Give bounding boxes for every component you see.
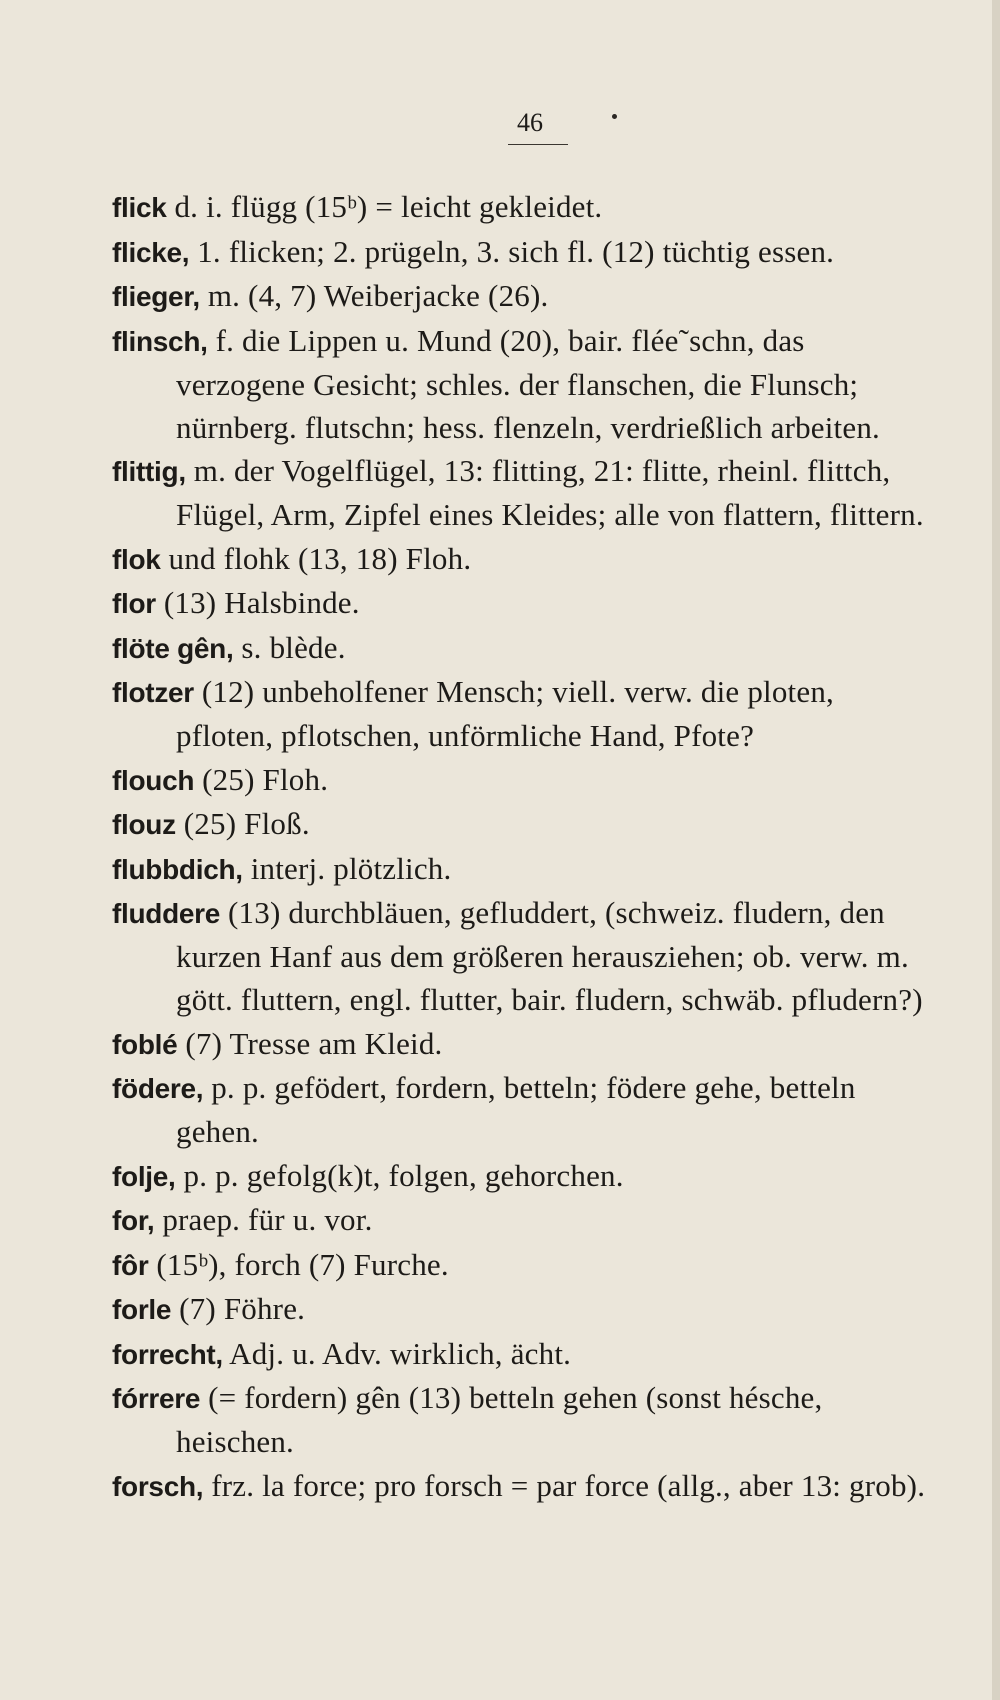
definition: (13) durchbläuen, gefluddert, (schweiz. fludern, den kurzen Hanf aus dem größeren herausziehen; ob. verw. m. gött. fluttern, engl. flutter, bair. fludern, schwäb. pfludern?) — [176, 895, 923, 1017]
definition: (12) unbeholfener Mensch; viell. verw. die ploten, pfloten, pflotschen, unförmliche Hand, Pfote? — [176, 674, 834, 753]
headword: forrecht, — [112, 1338, 223, 1370]
entry-forrecht — [112, 1332, 934, 1376]
entry-flieger — [112, 274, 934, 318]
entry-for-furche — [112, 1243, 934, 1287]
page-number: 46 — [517, 108, 543, 137]
entry-flubbdich — [112, 847, 934, 891]
definition: (15ᵇ), forch (7) Furche. — [156, 1246, 449, 1282]
headword: flicke, — [112, 236, 190, 268]
page-edge — [992, 0, 1000, 1700]
entry-foble — [112, 1022, 934, 1066]
headword: folje, — [112, 1160, 176, 1192]
entry-flittig — [112, 449, 934, 536]
entry-foedere — [112, 1066, 934, 1153]
entry-floete-gen — [112, 626, 934, 670]
headword: flinsch, — [112, 325, 208, 357]
headword: flok — [112, 543, 161, 575]
headword: flöte gên, — [112, 632, 234, 664]
entry-flicke — [112, 230, 934, 274]
entry-forle — [112, 1287, 934, 1331]
headword: forsch, — [112, 1470, 204, 1502]
headword: fôr — [112, 1249, 149, 1281]
entry-flouz — [112, 802, 934, 846]
entry-flouch — [112, 758, 934, 802]
definition: (= fordern) gên (13) betteln gehen (sonst hésche, heischen. — [176, 1380, 823, 1459]
dictionary-entries — [112, 185, 934, 1508]
headword: flieger, — [112, 281, 200, 312]
definition: (7) Tresse am Kleid. — [185, 1025, 443, 1061]
definition: frz. la force; pro forsch = par force (allg., aber 13: grob). — [211, 1467, 926, 1503]
headword: flittig, — [112, 456, 186, 487]
entry-flotzer — [112, 670, 934, 757]
definition: 1. flicken; 2. prügeln, 3. sich fl. (12) tüchtig essen. — [197, 233, 835, 269]
definition: (25) Floh. — [202, 761, 329, 797]
entry-fluddere — [112, 891, 934, 1021]
headword: fluddere — [112, 898, 221, 929]
headword: flick — [112, 192, 167, 223]
definition: m. der Vogelflügel, 13: flitting, 21: flitte, rheinl. flittch, Flügel, Arm, Zipfel eines Kleides; alle von flattern, flittern. — [176, 453, 924, 532]
definition: Adj. u. Adv. wirklich, ächt. — [229, 1335, 572, 1371]
definition: s. blède. — [241, 629, 346, 665]
definition: interj. plötzlich. — [250, 850, 452, 886]
entry-folje — [112, 1154, 934, 1198]
header-rule — [508, 144, 568, 145]
headword: födere, — [112, 1073, 204, 1104]
definition: und flohk (13, 18) Floh. — [168, 540, 472, 576]
headword: for, — [112, 1205, 155, 1236]
entry-forrere — [112, 1376, 934, 1463]
headword: flouz — [112, 809, 176, 840]
headword: flotzer — [112, 677, 194, 708]
definition: (13) Halsbinde. — [163, 585, 360, 620]
definition: p. p. gefolg(k)t, folgen, gehorchen. — [183, 1157, 624, 1193]
entry-flick — [112, 185, 934, 229]
entry-flor — [112, 581, 934, 625]
headword: flouch — [112, 764, 195, 796]
print-dot — [612, 114, 617, 119]
definition: (25) Floß. — [183, 806, 310, 841]
definition: (7) Föhre. — [179, 1291, 306, 1326]
definition: p. p. gefödert, fordern, betteln; födere gehe, betteln gehen. — [176, 1070, 856, 1149]
definition: d. i. flügg (15ᵇ) = leicht gekleidet. — [174, 189, 603, 224]
entry-flinsch — [112, 319, 934, 449]
entry-forsch — [112, 1464, 934, 1508]
headword: fórrere — [112, 1383, 201, 1414]
page-header — [0, 108, 1000, 145]
headword: flor — [112, 588, 156, 619]
headword: forle — [112, 1294, 172, 1325]
entry-for — [112, 1198, 934, 1242]
definition: praep. für u. vor. — [162, 1202, 373, 1237]
definition: f. die Lippen u. Mund (20), bair. flée˜schn, das verzogene Gesicht; schles. der flanschen, die Flunsch; nürnberg. flutschn; hess. flenzeln, verdrießlich arbeiten. — [176, 322, 880, 445]
entry-flok — [112, 537, 934, 581]
definition: m. (4, 7) Weiberjacke (26). — [207, 278, 549, 313]
headword: foblé — [112, 1028, 178, 1060]
headword: flubbdich, — [112, 853, 243, 885]
